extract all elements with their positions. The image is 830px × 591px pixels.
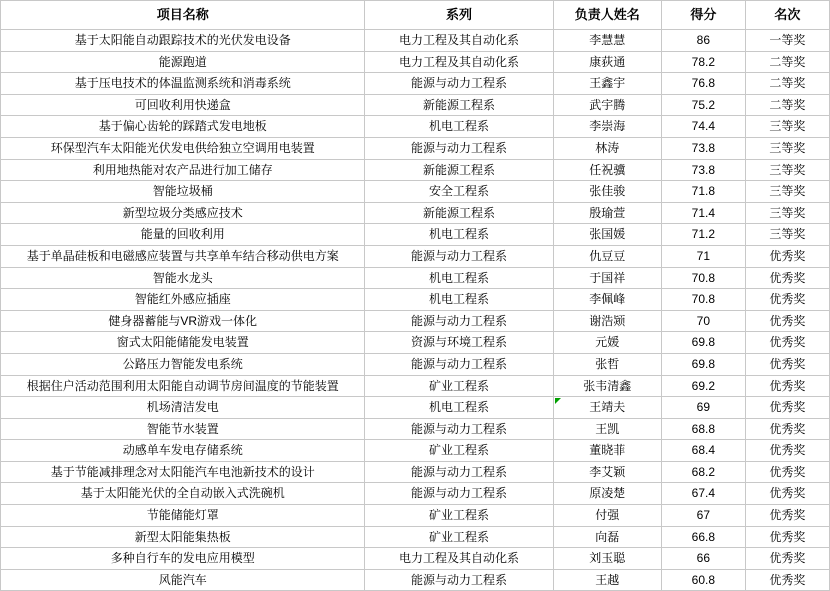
table-row xyxy=(1,94,830,116)
cell-category: 新能源工程系 xyxy=(365,94,553,116)
cell-rank: 优秀奖 xyxy=(745,440,829,462)
table-row xyxy=(1,30,830,52)
cell-rank: 二等奖 xyxy=(745,94,829,116)
cell-owner: 殷瑜萱 xyxy=(553,202,661,224)
table-row xyxy=(1,548,830,570)
cell-category: 矿业工程系 xyxy=(365,375,553,397)
cell-rank: 优秀奖 xyxy=(745,569,829,591)
cell-category: 矿业工程系 xyxy=(365,505,553,527)
cell-project-name: 智能水龙头 xyxy=(1,267,365,289)
cell-category: 机电工程系 xyxy=(365,289,553,311)
cell-rank: 优秀奖 xyxy=(745,289,829,311)
table-row xyxy=(1,418,830,440)
cell-project-name: 基于压电技术的体温监测系统和消毒系统 xyxy=(1,73,365,95)
table-row xyxy=(1,224,830,246)
cell-score: 76.8 xyxy=(661,73,745,95)
cell-owner: 王越 xyxy=(553,569,661,591)
cell-owner: 张国媛 xyxy=(553,224,661,246)
cell-owner: 谢浩颎 xyxy=(553,310,661,332)
cell-owner: 张哲 xyxy=(553,353,661,375)
cell-project-name: 新型太阳能集热板 xyxy=(1,526,365,548)
cell-owner: 李艾颖 xyxy=(553,461,661,483)
cell-rank: 优秀奖 xyxy=(745,483,829,505)
cell-owner: 付强 xyxy=(553,505,661,527)
cell-category: 能源与动力工程系 xyxy=(365,245,553,267)
cell-category: 能源与动力工程系 xyxy=(365,483,553,505)
cell-project-name: 环保型汽车太阳能光伏发电供给独立空调用电装置 xyxy=(1,137,365,159)
cell-owner: 康荻通 xyxy=(553,51,661,73)
cell-project-name: 基于太阳能光伏的全自动嵌入式洗碗机 xyxy=(1,483,365,505)
table-row xyxy=(1,245,830,267)
table-row xyxy=(1,289,830,311)
cell-project-name: 根据住户活动范围利用太阳能自动调节房间温度的节能装置 xyxy=(1,375,365,397)
cell-score: 69.8 xyxy=(661,332,745,354)
cell-rank: 三等奖 xyxy=(745,181,829,203)
cell-project-name: 健身器蓄能与VR游戏一体化 xyxy=(1,310,365,332)
cell-owner: 林涛 xyxy=(553,137,661,159)
cell-owner: 王靖夫 xyxy=(553,397,661,419)
cell-category: 电力工程及其自动化系 xyxy=(365,548,553,570)
column-header-owner: 负责人姓名 xyxy=(553,1,661,30)
cell-rank: 一等奖 xyxy=(745,30,829,52)
cell-category: 电力工程及其自动化系 xyxy=(365,30,553,52)
cell-rank: 优秀奖 xyxy=(745,397,829,419)
cell-score: 67.4 xyxy=(661,483,745,505)
cell-score: 67 xyxy=(661,505,745,527)
table-row xyxy=(1,332,830,354)
cell-category: 能源与动力工程系 xyxy=(365,353,553,375)
cell-score: 78.2 xyxy=(661,51,745,73)
cell-score: 68.4 xyxy=(661,440,745,462)
table-row xyxy=(1,137,830,159)
table-row xyxy=(1,159,830,181)
cell-category: 机电工程系 xyxy=(365,397,553,419)
cell-project-name: 智能垃圾桶 xyxy=(1,181,365,203)
table-row xyxy=(1,505,830,527)
cell-owner: 董晓菲 xyxy=(553,440,661,462)
cell-project-name: 动感单车发电存储系统 xyxy=(1,440,365,462)
cell-rank: 优秀奖 xyxy=(745,526,829,548)
cell-project-name: 利用地热能对农产品进行加工储存 xyxy=(1,159,365,181)
cell-category: 能源与动力工程系 xyxy=(365,73,553,95)
cell-rank: 优秀奖 xyxy=(745,375,829,397)
cell-owner: 武宇腾 xyxy=(553,94,661,116)
cell-owner: 李佩峰 xyxy=(553,289,661,311)
cell-project-name: 风能汽车 xyxy=(1,569,365,591)
table-row xyxy=(1,526,830,548)
cell-rank: 优秀奖 xyxy=(745,418,829,440)
cell-category: 能源与动力工程系 xyxy=(365,569,553,591)
cell-owner: 向磊 xyxy=(553,526,661,548)
cell-project-name: 机场清洁发电 xyxy=(1,397,365,419)
column-header-project-name: 项目名称 xyxy=(1,1,365,30)
cell-category: 能源与动力工程系 xyxy=(365,418,553,440)
cell-project-name: 能量的回收利用 xyxy=(1,224,365,246)
cell-project-name: 基于单晶硅板和电磁感应装置与共享单车结合移动供电方案 xyxy=(1,245,365,267)
cell-rank: 优秀奖 xyxy=(745,332,829,354)
cell-score: 69 xyxy=(661,397,745,419)
cell-score: 73.8 xyxy=(661,137,745,159)
table-row xyxy=(1,116,830,138)
table-row xyxy=(1,202,830,224)
cell-project-name: 智能节水装置 xyxy=(1,418,365,440)
cell-score: 68.2 xyxy=(661,461,745,483)
table-body xyxy=(1,30,830,591)
cell-category: 机电工程系 xyxy=(365,116,553,138)
table-row xyxy=(1,73,830,95)
cell-project-name: 基于节能减排理念对太阳能汽车电池新技术的设计 xyxy=(1,461,365,483)
cell-score: 70.8 xyxy=(661,289,745,311)
cell-category: 新能源工程系 xyxy=(365,159,553,181)
cell-score: 73.8 xyxy=(661,159,745,181)
cell-score: 69.8 xyxy=(661,353,745,375)
table-row xyxy=(1,461,830,483)
cell-owner: 王凯 xyxy=(553,418,661,440)
cell-project-name: 公路压力智能发电系统 xyxy=(1,353,365,375)
cell-rank: 三等奖 xyxy=(745,116,829,138)
cell-category: 矿业工程系 xyxy=(365,440,553,462)
cell-rank: 三等奖 xyxy=(745,202,829,224)
cell-project-name: 节能储能灯罩 xyxy=(1,505,365,527)
cell-rank: 优秀奖 xyxy=(745,505,829,527)
table-row xyxy=(1,440,830,462)
table-row xyxy=(1,310,830,332)
cell-category: 机电工程系 xyxy=(365,224,553,246)
cell-owner: 张佳骏 xyxy=(553,181,661,203)
cell-rank: 优秀奖 xyxy=(745,461,829,483)
cell-score: 70 xyxy=(661,310,745,332)
table-row xyxy=(1,51,830,73)
table-row xyxy=(1,181,830,203)
cell-project-name: 窗式太阳能储能发电装置 xyxy=(1,332,365,354)
table-header xyxy=(1,1,830,30)
cell-owner: 李慧慧 xyxy=(553,30,661,52)
cell-rank: 二等奖 xyxy=(745,51,829,73)
table-row xyxy=(1,569,830,591)
cell-project-name: 智能红外感应插座 xyxy=(1,289,365,311)
cell-owner: 于国祥 xyxy=(553,267,661,289)
cell-project-name: 能源跑道 xyxy=(1,51,365,73)
cell-score: 69.2 xyxy=(661,375,745,397)
cell-rank: 优秀奖 xyxy=(745,548,829,570)
cell-category: 机电工程系 xyxy=(365,267,553,289)
cell-score: 71.4 xyxy=(661,202,745,224)
header-row xyxy=(1,1,830,30)
table-row xyxy=(1,483,830,505)
cell-owner: 原凌楚 xyxy=(553,483,661,505)
cell-category: 新能源工程系 xyxy=(365,202,553,224)
cell-rank: 二等奖 xyxy=(745,73,829,95)
cell-owner: 刘玉聪 xyxy=(553,548,661,570)
cell-project-name: 基于太阳能自动跟踪技术的光伏发电设备 xyxy=(1,30,365,52)
cell-score: 71.8 xyxy=(661,181,745,203)
table-row xyxy=(1,375,830,397)
table-row xyxy=(1,397,830,419)
cell-project-name: 新型垃圾分类感应技术 xyxy=(1,202,365,224)
cell-score: 70.8 xyxy=(661,267,745,289)
cell-category: 电力工程及其自动化系 xyxy=(365,51,553,73)
cell-rank: 优秀奖 xyxy=(745,310,829,332)
cell-project-name: 多种自行车的发电应用模型 xyxy=(1,548,365,570)
cell-score: 74.4 xyxy=(661,116,745,138)
cell-score: 68.8 xyxy=(661,418,745,440)
cell-owner: 王鑫宇 xyxy=(553,73,661,95)
cell-category: 矿业工程系 xyxy=(365,526,553,548)
cell-owner: 元媛 xyxy=(553,332,661,354)
cell-owner: 张韦清鑫 xyxy=(553,375,661,397)
cell-score: 71.2 xyxy=(661,224,745,246)
table-row xyxy=(1,353,830,375)
column-header-rank: 名次 xyxy=(745,1,829,30)
cell-rank: 三等奖 xyxy=(745,159,829,181)
cell-rank: 优秀奖 xyxy=(745,353,829,375)
cell-owner: 仇豆豆 xyxy=(553,245,661,267)
cell-owner: 任祝骥 xyxy=(553,159,661,181)
cell-category: 能源与动力工程系 xyxy=(365,310,553,332)
column-header-category: 系列 xyxy=(365,1,553,30)
cell-owner: 李崇海 xyxy=(553,116,661,138)
cell-score: 75.2 xyxy=(661,94,745,116)
cell-category: 能源与动力工程系 xyxy=(365,461,553,483)
cell-project-name: 可回收利用快递盒 xyxy=(1,94,365,116)
table-row xyxy=(1,267,830,289)
cell-rank: 优秀奖 xyxy=(745,245,829,267)
cell-category: 资源与环境工程系 xyxy=(365,332,553,354)
cell-project-name: 基于偏心齿轮的踩踏式发电地板 xyxy=(1,116,365,138)
cell-rank: 优秀奖 xyxy=(745,267,829,289)
cell-category: 安全工程系 xyxy=(365,181,553,203)
cell-score: 71 xyxy=(661,245,745,267)
cell-score: 66.8 xyxy=(661,526,745,548)
cell-category: 能源与动力工程系 xyxy=(365,137,553,159)
cell-rank: 三等奖 xyxy=(745,224,829,246)
cell-score: 86 xyxy=(661,30,745,52)
cell-score: 66 xyxy=(661,548,745,570)
cell-rank: 三等奖 xyxy=(745,137,829,159)
column-header-score: 得分 xyxy=(661,1,745,30)
cell-score: 60.8 xyxy=(661,569,745,591)
